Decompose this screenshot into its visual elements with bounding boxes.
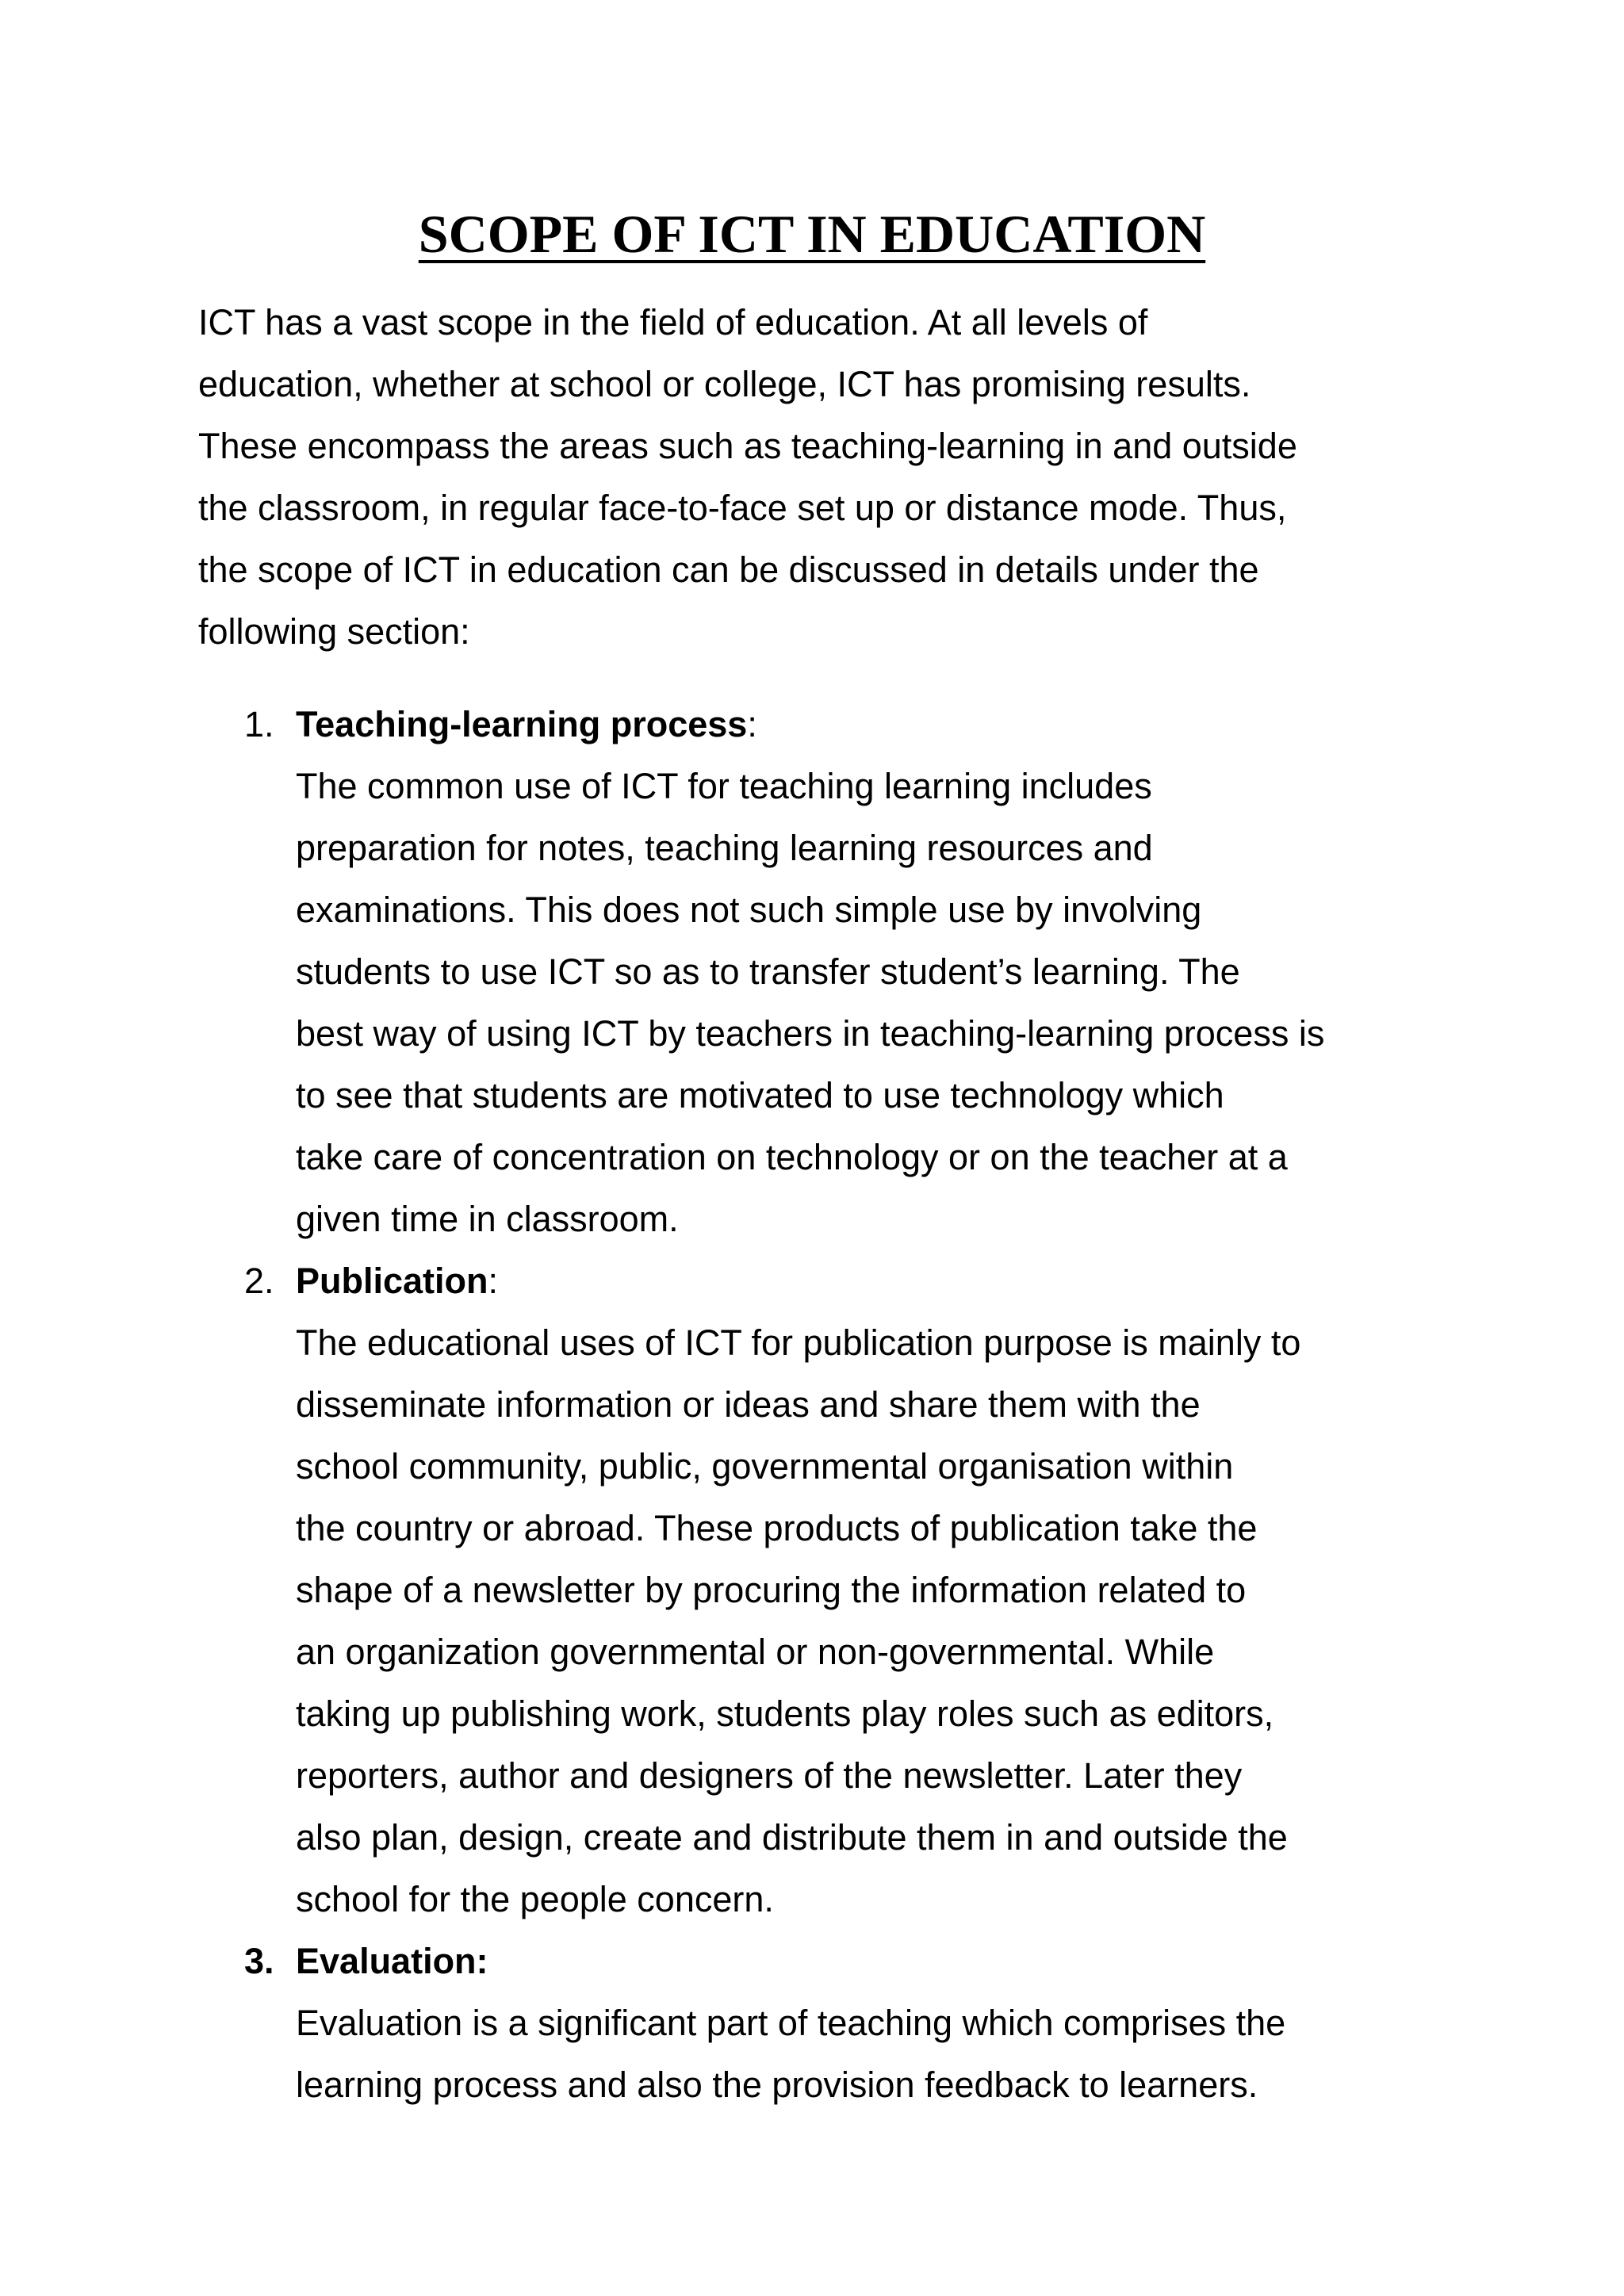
body-line: learning process and also the provision feedback to learners. [296, 2064, 1258, 2105]
body-line: school community, public, governmental organisation within [296, 1446, 1234, 1487]
intro-line: education, whether at school or college, ICT has promising results. [198, 364, 1251, 404]
body-line: disseminate information or ideas and share them with the [296, 1384, 1201, 1425]
body-line: an organization governmental or non-governmental. While [296, 1632, 1215, 1672]
list-item-teaching-learning [0, 694, 1624, 1250]
intro-paragraph [198, 292, 1467, 663]
intro-line: the scope of ICT in education can be discussed in details under the [198, 549, 1259, 590]
body-line: Evaluation is a significant part of teaching which comprises the [296, 2003, 1286, 2043]
list-item-title-text: Publication [296, 1261, 488, 1301]
list-item-title [296, 694, 757, 756]
body-line: the country or abroad. These products of publication take the [296, 1508, 1258, 1548]
body-line: to see that students are motivated to use technology which [296, 1075, 1224, 1115]
body-line: also plan, design, create and distribute them in and outside the [296, 1817, 1288, 1858]
list-item-evaluation [0, 1931, 1624, 2116]
intro-line: following section: [198, 611, 470, 652]
list-item-title [296, 1250, 498, 1312]
body-line: The common use of ICT for teaching learning includes [296, 766, 1152, 806]
list-item-publication [0, 1250, 1624, 1931]
list-item-body [296, 1312, 1454, 1931]
intro-line: ICT has a vast scope in the field of education. At all levels of [198, 302, 1148, 342]
list-item-heading [0, 1250, 1624, 1312]
body-line: best way of using ICT by teachers in teaching-learning process is [296, 1013, 1325, 1054]
list-item-title-suffix: : [747, 704, 757, 744]
list-item-heading [0, 694, 1624, 756]
body-line: taking up publishing work, students play roles such as editors, [296, 1693, 1274, 1734]
body-line: school for the people concern. [296, 1879, 774, 1919]
body-line: reporters, author and designers of the newsletter. Later they [296, 1755, 1243, 1796]
list-item-number: 3. [244, 1941, 274, 1981]
intro-line: These encompass the areas such as teaching-learning in and outside [198, 426, 1297, 466]
list-item-body [296, 1992, 1454, 2116]
intro-line: the classroom, in regular face-to-face set up or distance mode. Thus, [198, 488, 1287, 528]
body-line: students to use ICT so as to transfer student’s learning. The [296, 951, 1240, 992]
body-line: take care of concentration on technology or on the teacher at a [296, 1137, 1288, 1177]
list-item-body [296, 756, 1454, 1250]
document-title: SCOPE OF ICT IN EDUCATION [418, 204, 1206, 264]
body-line: given time in classroom. [296, 1199, 679, 1239]
list-item-heading [0, 1931, 1624, 1992]
list-item-number: 2. [244, 1261, 274, 1301]
body-line: examinations. This does not such simple use by involving [296, 890, 1202, 930]
list-item-number: 1. [244, 704, 274, 744]
scope-list [0, 694, 1624, 2116]
body-line: preparation for notes, teaching learning resources and [296, 828, 1153, 868]
body-line: shape of a newsletter by procuring the information related to [296, 1570, 1247, 1610]
body-line: The educational uses of ICT for publication purpose is mainly to [296, 1322, 1301, 1363]
list-item-title-suffix: : [488, 1261, 499, 1301]
list-item-title-text: Evaluation: [296, 1941, 488, 1981]
list-item-title [296, 1931, 488, 1992]
list-item-title-text: Teaching-learning process [296, 704, 748, 744]
